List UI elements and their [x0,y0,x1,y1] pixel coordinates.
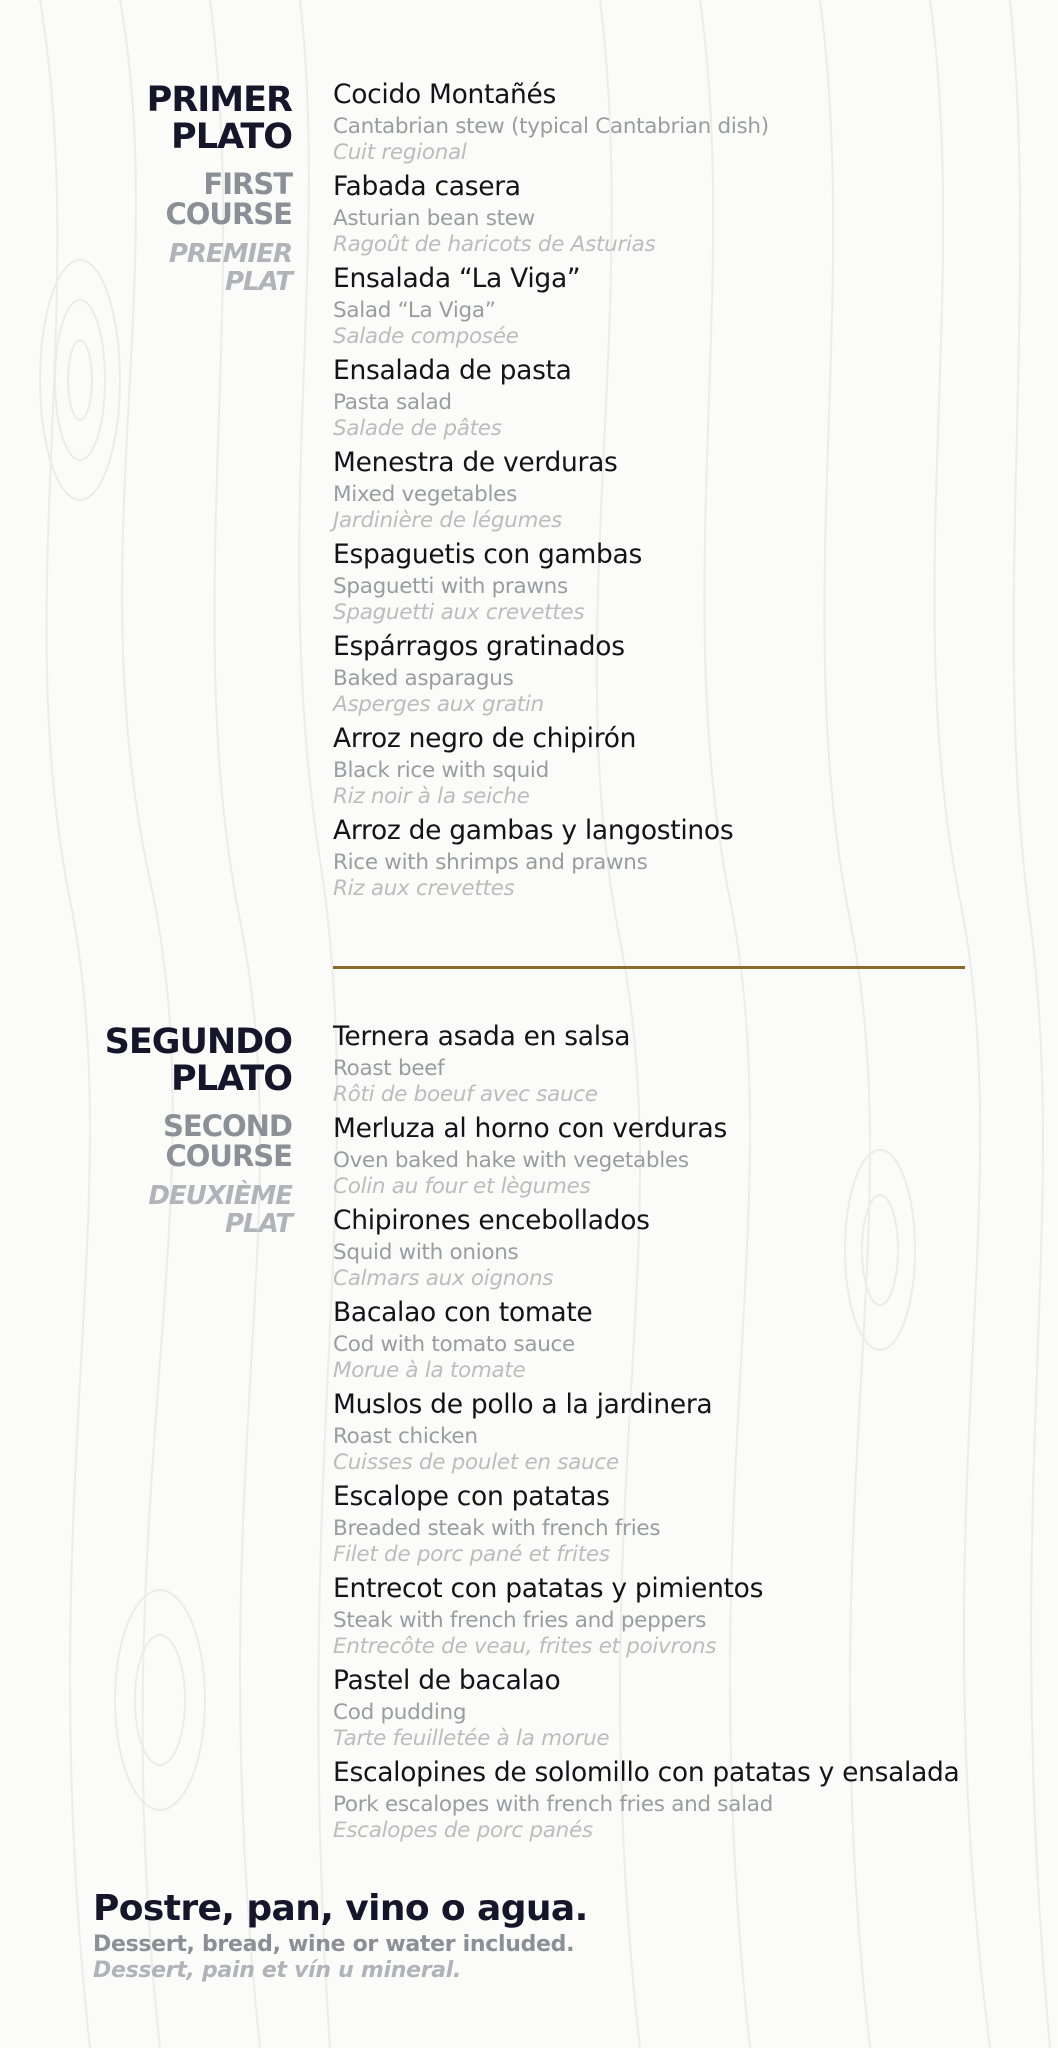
dish-name: Ensalada de pasta [333,355,572,386]
footer-included-en: Dessert, bread, wine or water included. [93,1932,575,1957]
dish-item [333,262,1033,354]
dish-item [333,1664,1033,1756]
section-divider [333,966,965,969]
first-course-heading-en: FIRST COURSE [165,167,292,231]
dish-name: Espaguetis con gambas [333,539,642,570]
footer-included-fr: Dessert, pain et vín u mineral. [93,1958,462,1983]
dish-item [333,446,1033,538]
dish-name: Escalopines de solomillo con patatas y ensalada [333,1757,960,1788]
dish-french: Spaguetti aux crevettes [333,600,585,625]
dish-french: Colin au four et lègumes [333,1174,591,1199]
dish-english: Roast beef [333,1056,445,1081]
dish-french: Asperges aux gratin [333,692,544,717]
dish-english: Steak with french fries and peppers [333,1608,707,1633]
first-course-heading-fr: PREMIER PLAT [168,239,292,297]
dish-item [333,1204,1033,1296]
second-course-heading-fr: DEUXIÈME PLAT [148,1181,292,1239]
dish-french: Riz aux crevettes [333,876,515,901]
dish-english: Mixed vegetables [333,482,517,507]
dish-french: Salade composée [333,324,519,349]
dish-english: Spaguetti with prawns [333,574,568,599]
dish-name: Cocido Montañés [333,79,557,110]
dish-name: Merluza al horno con verduras [333,1113,727,1144]
dish-item [333,1112,1033,1204]
dish-french: Tarte feuilletée à la morue [333,1726,610,1751]
dish-english: Cod with tomato sauce [333,1332,575,1357]
dish-english: Oven baked hake with vegetables [333,1148,689,1173]
dish-name: Ensalada “La Viga” [333,263,581,294]
dish-french: Riz noir à la seiche [333,784,530,809]
dish-item [333,722,1033,814]
dish-item [333,1480,1033,1572]
dish-name: Bacalao con tomate [333,1297,593,1328]
dish-french: Ragoût de haricots de Asturias [333,232,656,257]
dish-name: Muslos de pollo a la jardinera [333,1389,713,1420]
dish-french: Calmars aux oignons [333,1266,554,1291]
dish-name: Arroz negro de chipirón [333,723,637,754]
dish-item [333,1020,1033,1112]
dish-name: Entrecot con patatas y pimientos [333,1573,764,1604]
dish-english: Asturian bean stew [333,206,535,231]
dish-french: Salade de pâtes [333,416,502,441]
second-course-heading-en: SECOND COURSE [163,1109,292,1173]
dish-english: Squid with onions [333,1240,519,1265]
second-course-headings [105,1024,292,1238]
dish-name: Menestra de verduras [333,447,618,478]
dish-item [333,630,1033,722]
dish-name: Ternera asada en salsa [333,1021,631,1052]
dish-name: Chipirones encebollados [333,1205,650,1236]
dish-french: Cuisses de poulet en sauce [333,1450,619,1475]
first-course-heading-es: PRIMER PLATO [146,80,292,157]
first-course-headings [147,82,292,296]
second-course-dish-list [333,1020,1033,1848]
dish-item [333,354,1033,446]
dish-name: Arroz de gambas y langostinos [333,815,734,846]
dish-french: Morue à la tomate [333,1358,526,1383]
dish-item [333,1756,1033,1848]
dish-french: Jardinière de légumes [333,508,562,533]
dish-item [333,1388,1033,1480]
dish-french: Filet de porc pané et frites [333,1542,610,1567]
footer-included-es: Postre, pan, vino o agua. [93,1888,588,1929]
dish-english: Pork escalopes with french fries and salad [333,1792,773,1817]
dish-item [333,538,1033,630]
dish-french: Cuit regional [333,140,467,165]
dish-name: Fabada casera [333,171,521,202]
dish-english: Pasta salad [333,390,452,415]
dish-name: Escalope con patatas [333,1481,610,1512]
dish-item [333,1572,1033,1664]
dish-english: Cantabrian stew (typical Cantabrian dish) [333,114,769,139]
dish-french: Entrecôte de veau, frites et poivrons [333,1634,717,1659]
dish-item [333,1296,1033,1388]
dish-english: Rice with shrimps and prawns [333,850,648,875]
first-course-dish-list [333,78,1033,906]
dish-name: Espárragos gratinados [333,631,625,662]
dish-english: Black rice with squid [333,758,549,783]
dish-name: Pastel de bacalao [333,1665,561,1696]
dish-english: Cod pudding [333,1700,467,1725]
second-course-heading-es: SEGUNDO PLATO [104,1022,292,1099]
dish-english: Baked asparagus [333,666,514,691]
dish-item [333,814,1033,906]
dish-french: Rôti de boeuf avec sauce [333,1082,598,1107]
dish-english: Roast chicken [333,1424,478,1449]
menu-footer [93,1887,588,1984]
dish-english: Breaded steak with french fries [333,1516,661,1541]
dish-item [333,78,1033,170]
dish-french: Escalopes de porc panés [333,1818,593,1843]
dish-english: Salad “La Viga” [333,298,496,323]
dish-item [333,170,1033,262]
